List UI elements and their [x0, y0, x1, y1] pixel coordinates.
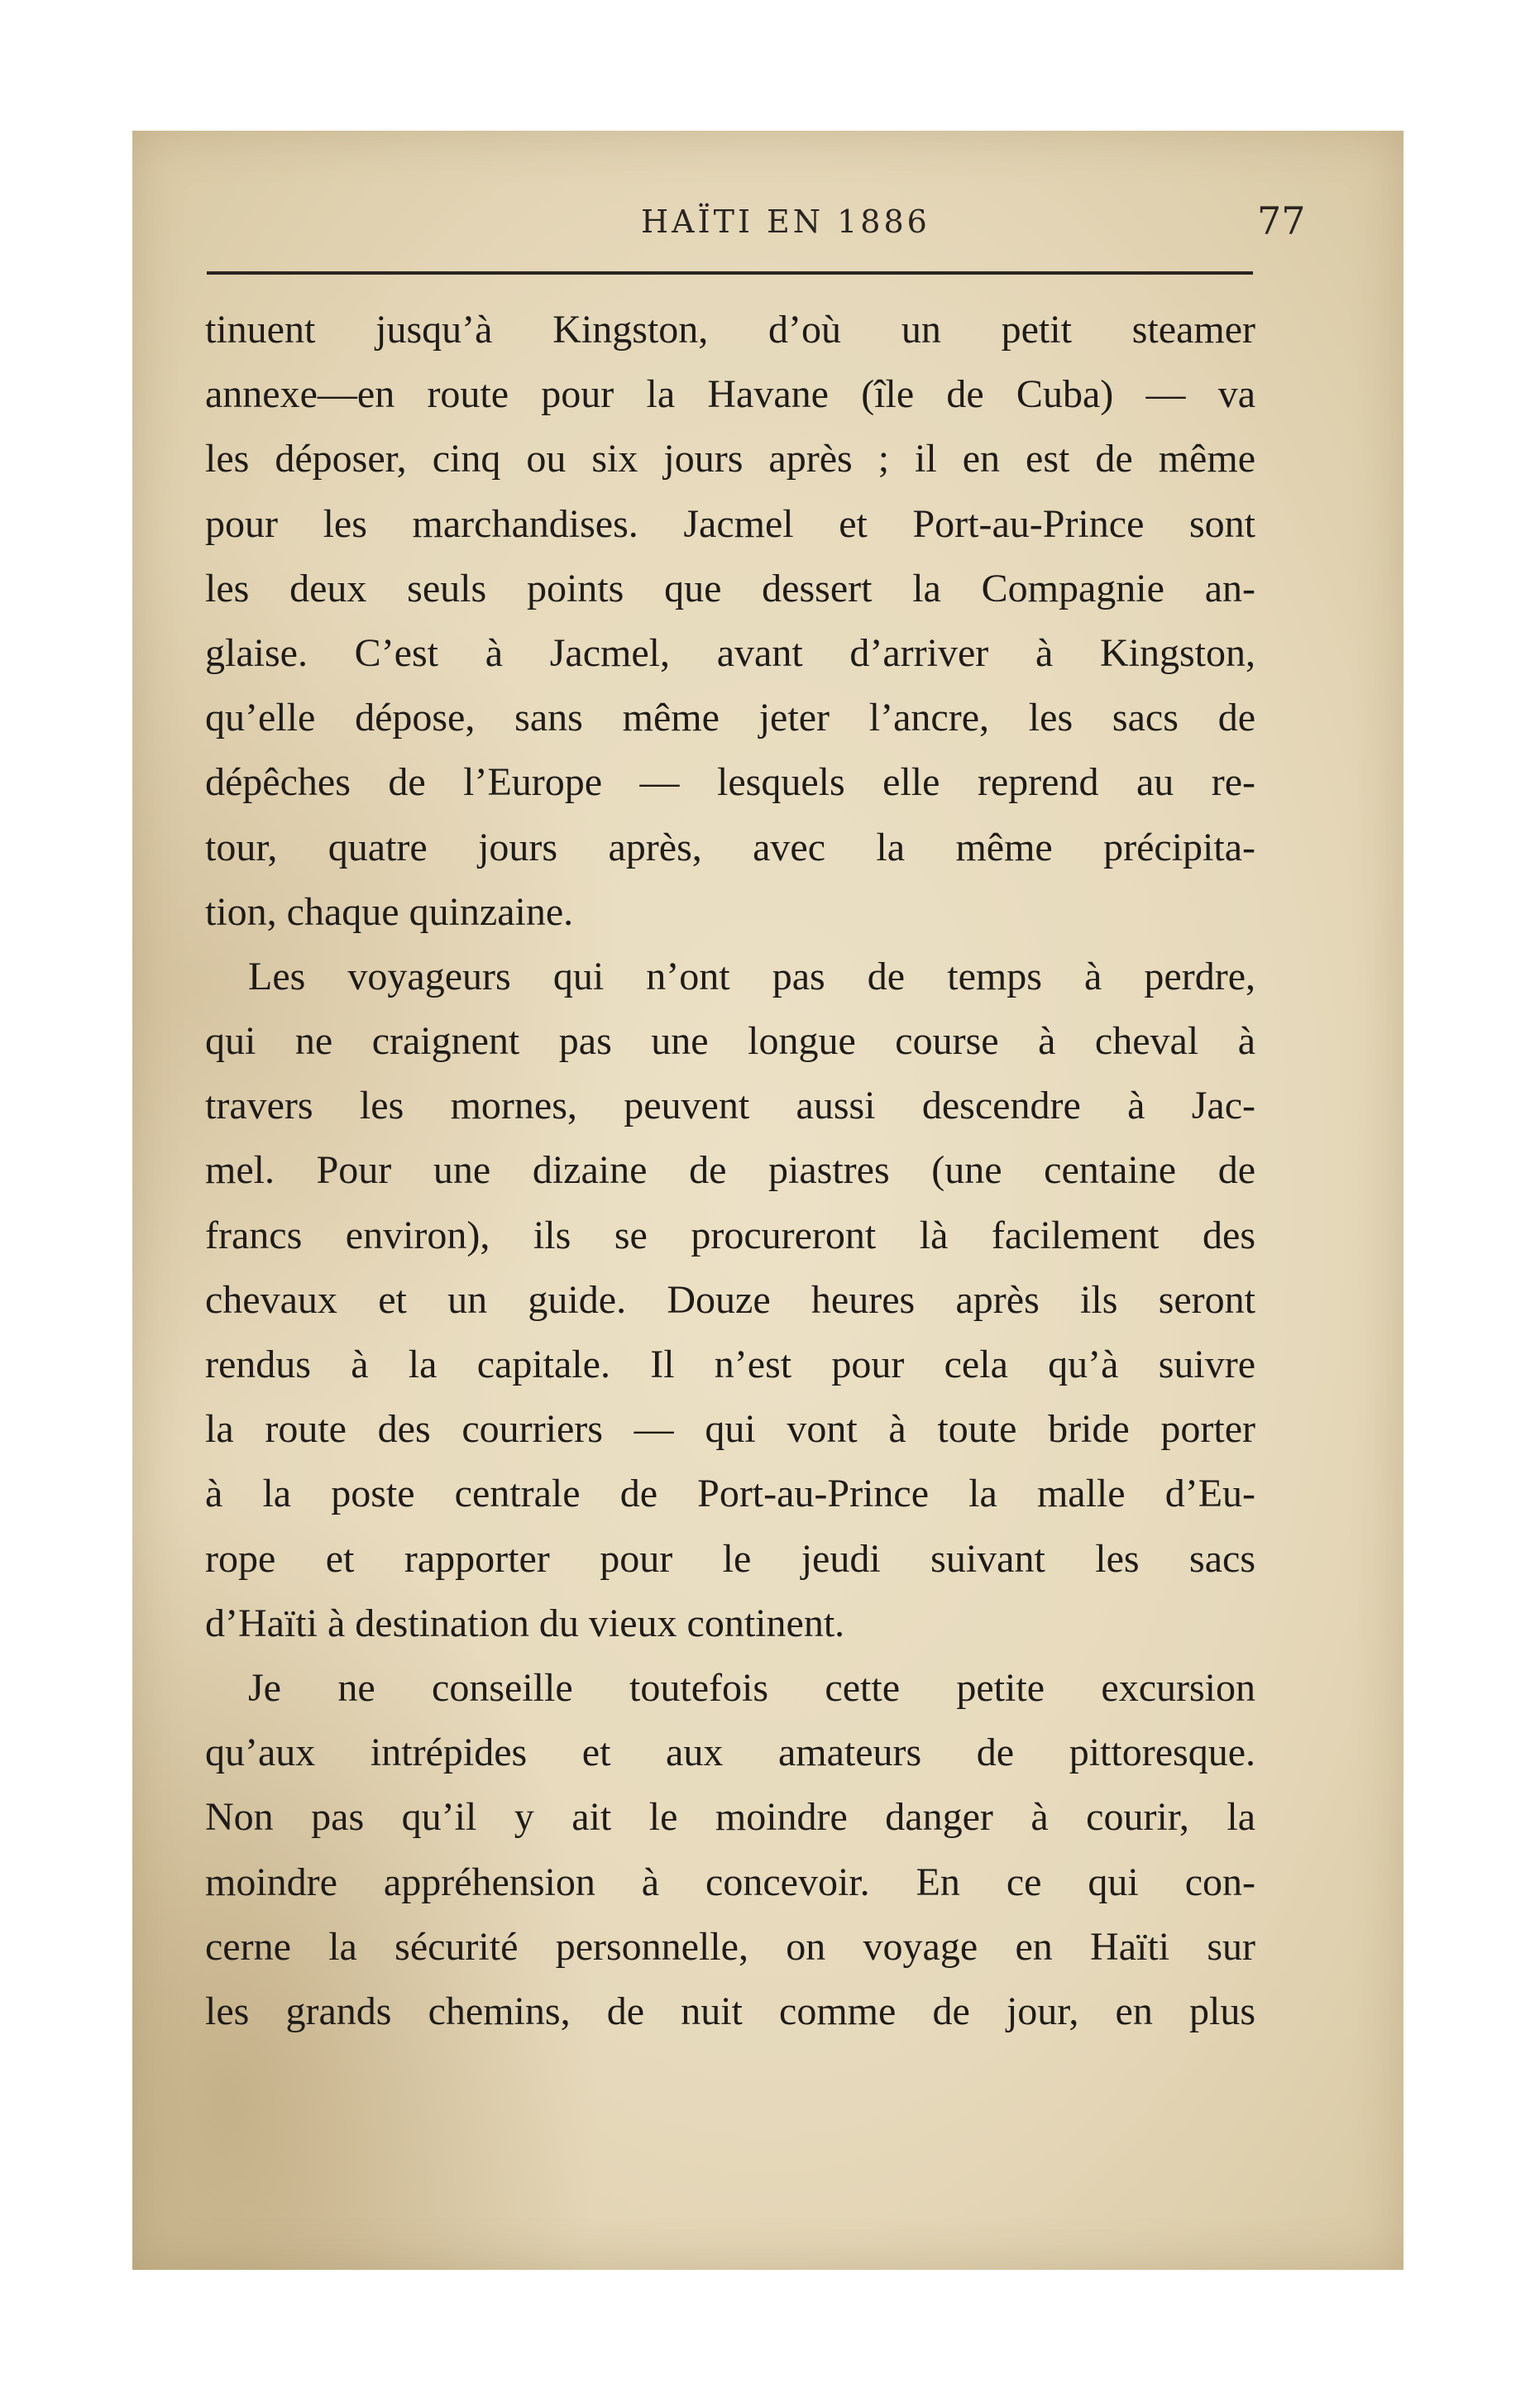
text-line: francs environ), ils se procureront là facilement des	[205, 1213, 1255, 1257]
text-line: glaise. C’est à Jacmel, avant d’arriver à Kingston,	[205, 630, 1255, 675]
text-line: qu’aux intrépides et aux amateurs de pittoresque.	[205, 1731, 1255, 1775]
text-line: Je ne conseille toutefois cette petite excursion	[248, 1665, 1255, 1710]
text-line: les déposer, cinq ou six jours après ; il en est de même	[205, 437, 1255, 481]
body-text	[205, 298, 1255, 2044]
running-header	[182, 199, 1389, 256]
page-number: 77	[1257, 199, 1306, 243]
text-line: travers les mornes, peuvent aussi descendre à Jac-	[205, 1084, 1255, 1128]
text-line: qu’elle dépose, sans même jeter l’ancre, les sacs de	[205, 696, 1255, 740]
text-line: les deux seuls points que dessert la Compagnie an-	[205, 566, 1255, 610]
text-line: Les voyageurs qui n’ont pas de temps à perdre,	[248, 954, 1255, 998]
book-page	[132, 131, 1403, 2270]
text-line: cerne la sécurité personnelle, on voyage en Haïti sur	[205, 1924, 1255, 1969]
text-line: annexe—en route pour la Havane (île de Cuba) — va	[205, 372, 1255, 417]
text-line: mel. Pour une dizaine de piastres (une centaine de	[205, 1148, 1255, 1193]
text-line: rope et rapporter pour le jeudi suivant les sacs	[205, 1536, 1255, 1581]
header-rule	[207, 271, 1253, 275]
text-line: les grands chemins, de nuit comme de jour, en plus	[205, 1989, 1255, 2033]
text-line: moindre appréhension à concevoir. En ce qui con-	[205, 1860, 1255, 1904]
text-line: qui ne craignent pas une longue course à cheval à	[205, 1019, 1255, 1064]
text-line: tinuent jusqu’à Kingston, d’où un petit steamer	[205, 308, 1255, 352]
text-line: d’Haïti à destination du vieux continent.	[205, 1601, 845, 1645]
text-line: dépêches de l’Europe — lesquels elle reprend au re-	[205, 760, 1255, 805]
running-title: HAÏTI EN 1886	[641, 203, 930, 240]
text-line: pour les marchandises. Jacmel et Port-au-Prince sont	[205, 501, 1255, 546]
text-line: Non pas qu’il y ait le moindre danger à courir, la	[205, 1795, 1255, 1840]
text-line: rendus à la capitale. Il n’est pour cela qu’à suivre	[205, 1343, 1255, 1386]
text-line: tion, chaque quinzaine.	[205, 889, 574, 934]
text-line: chevaux et un guide. Douze heures après ils seront	[205, 1277, 1255, 1322]
text-line: la route des courriers — qui vont à toute bride porter	[205, 1407, 1255, 1452]
text-line: tour, quatre jours après, avec la même précipita-	[205, 825, 1255, 869]
text-line: à la poste centrale de Port-au-Prince la malle d’Eu-	[205, 1472, 1255, 1516]
